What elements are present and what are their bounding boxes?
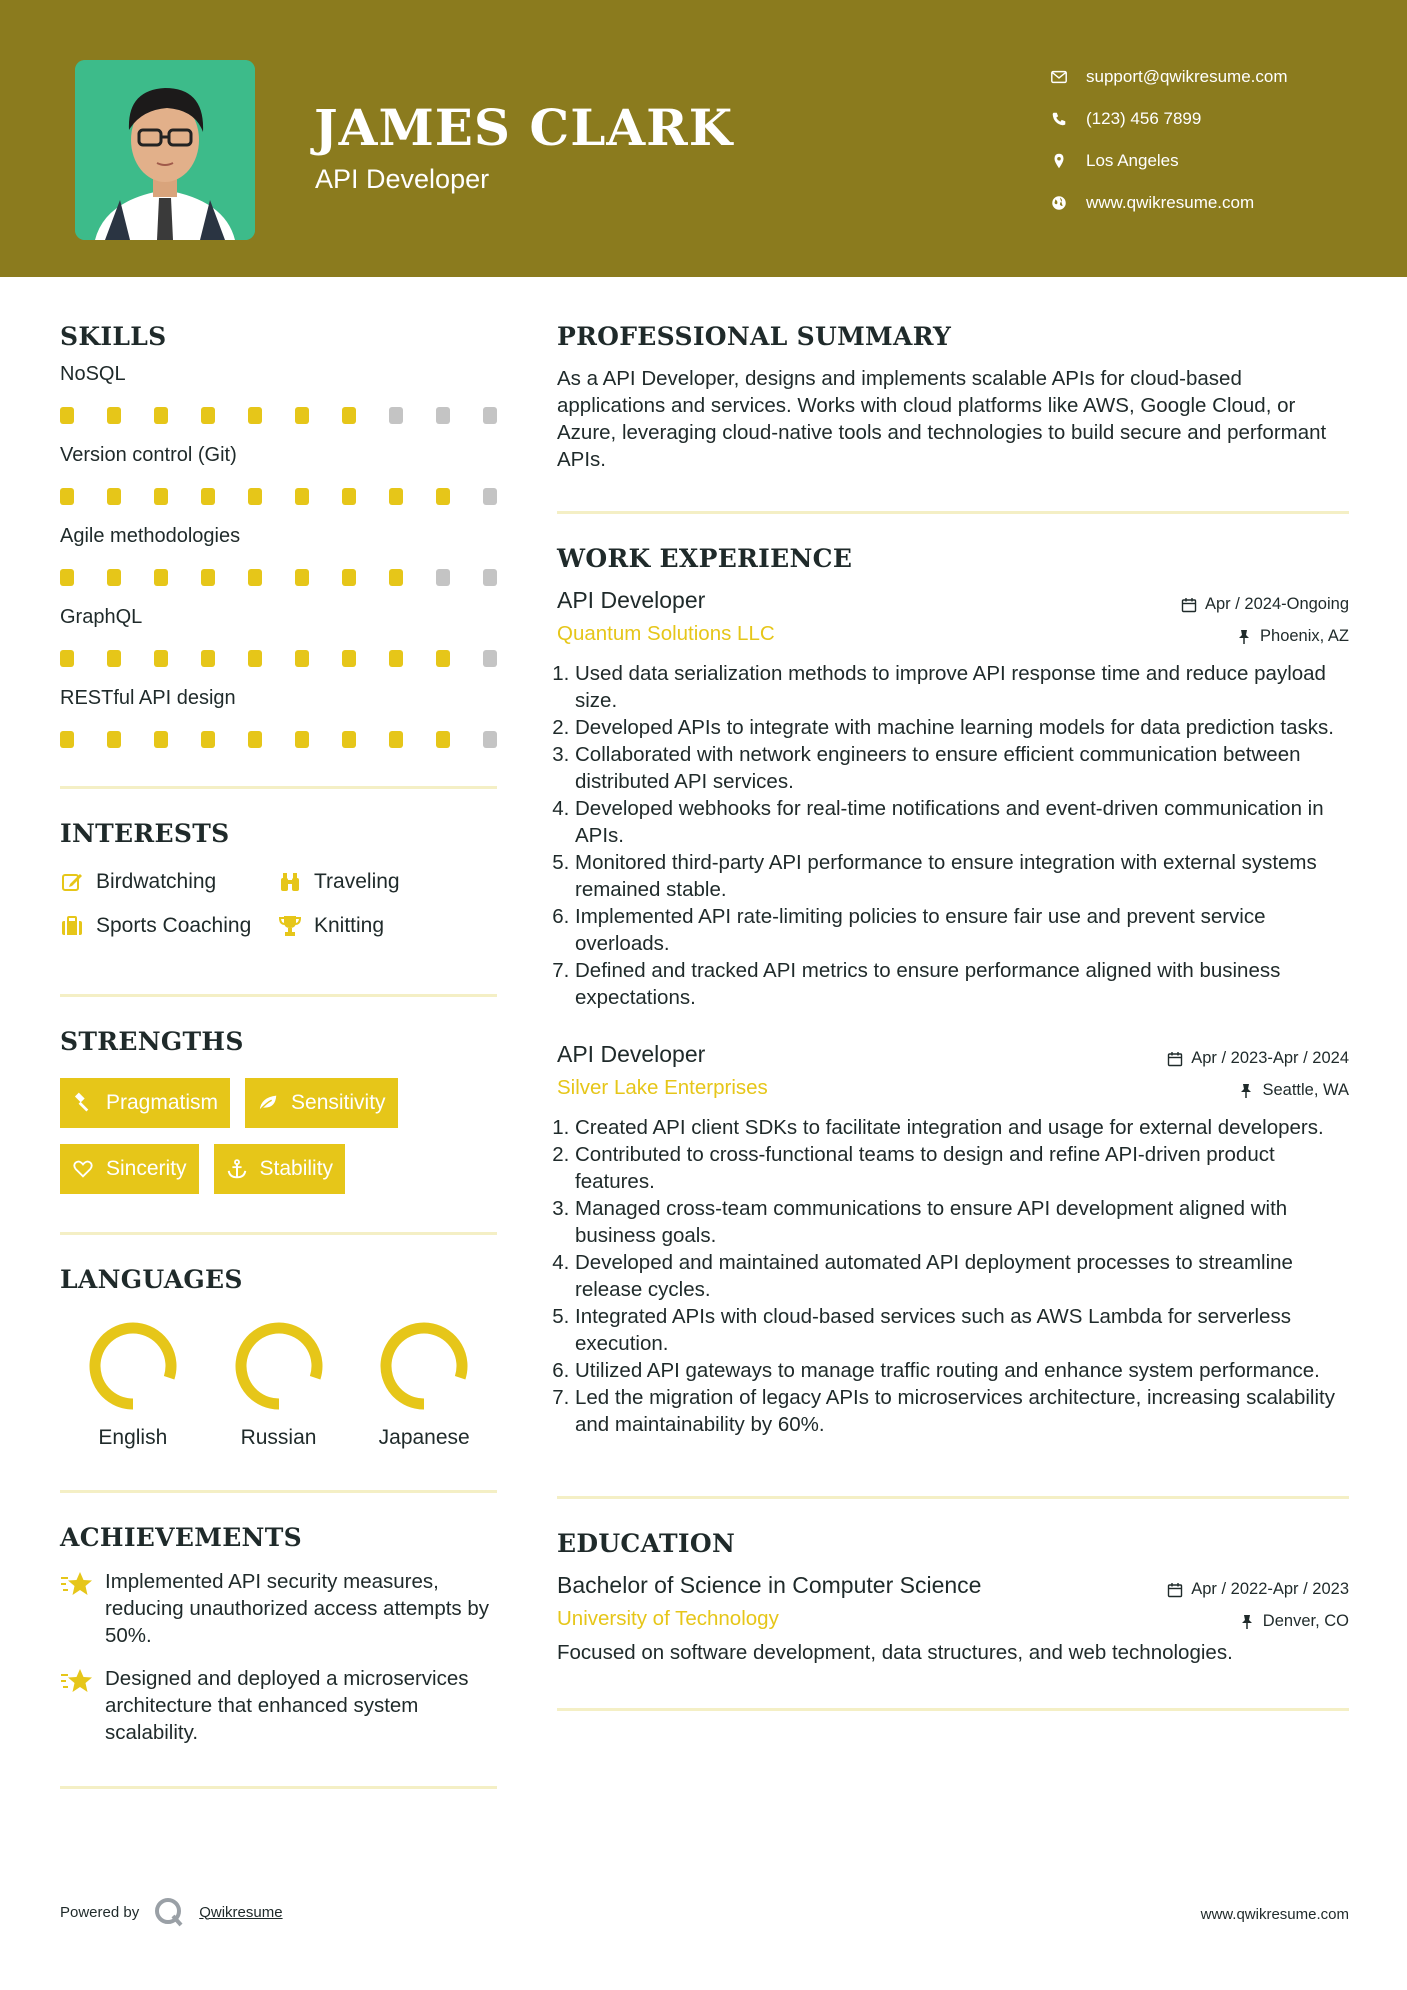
languages-title: LANGUAGES: [60, 1265, 243, 1294]
job-bullet: 6. Implemented API rate-limiting policies to ensure fair use and prevent service overloads.: [575, 903, 1349, 957]
globe-icon: [1050, 194, 1068, 212]
skill-dot-filled: [342, 569, 356, 586]
pushpin-icon: [1238, 1083, 1254, 1099]
job-bullet: 3. Managed cross-team communications to ensure API development aligned with business goals.: [575, 1195, 1349, 1249]
achievement-text: Designed and deployed a microservices architecture that enhanced system scalability.: [105, 1667, 469, 1744]
education-description: Focused on software development, data structures, and web technologies.: [557, 1641, 1233, 1664]
skill-dot-filled: [389, 569, 403, 586]
contact-location-text: Los Angeles: [1086, 151, 1179, 170]
footer-powered-by: [60, 1896, 283, 1928]
skill-dot-filled: [60, 650, 74, 667]
leaf-icon: [257, 1092, 279, 1114]
skill-dot-filled: [436, 650, 450, 667]
achievement-text: Implemented API security measures, reducing unauthorized access attempts by 50%.: [105, 1570, 490, 1647]
skill-dot-filled: [107, 731, 121, 748]
qwikresume-logo-icon: [153, 1896, 185, 1928]
job-location-text: Phoenix, AZ: [1260, 627, 1349, 645]
candidate-name: JAMES CLARK: [314, 98, 734, 157]
job-entry: [557, 1041, 1349, 1438]
calendar-icon: [1167, 1051, 1183, 1067]
skill-name: NoSQL: [60, 363, 126, 385]
language-level-ring: [85, 1318, 181, 1414]
skill-dot-empty: [389, 407, 403, 424]
language-item: [60, 1318, 206, 1450]
skill-dot-filled: [248, 650, 262, 667]
job-bullet: 4. Developed and maintained automated API deployment processes to streamline release cycles.: [575, 1249, 1349, 1303]
skill-name: Agile methodologies: [60, 525, 241, 547]
job-location: [1236, 627, 1349, 646]
interest-label: Birdwatching: [96, 870, 217, 893]
achievement-item: [60, 1665, 497, 1746]
gavel-icon: [72, 1092, 94, 1114]
skill-dot-filled: [295, 569, 309, 586]
skill-dot-filled: [295, 488, 309, 505]
skill-dot-filled: [154, 731, 168, 748]
briefcase-icon: [60, 914, 84, 938]
section-divider: [557, 1496, 1349, 1499]
skill-rating: [60, 569, 497, 586]
achievements-title: ACHIEVEMENTS: [60, 1523, 302, 1552]
skill-rating: [60, 407, 497, 424]
skill-dot-filled: [248, 569, 262, 586]
skill-dot-filled: [295, 731, 309, 748]
section-divider: [557, 511, 1349, 514]
section-divider: [60, 994, 497, 997]
language-level-ring: [376, 1318, 472, 1414]
interest-label: Sports Coaching: [96, 914, 252, 937]
interest-item: [60, 914, 278, 938]
section-divider: [60, 1490, 497, 1493]
profile-photo: [75, 60, 255, 240]
languages-list: [60, 1318, 497, 1450]
job-bullet: 7. Led the migration of legacy APIs to microservices architecture, increasing scalability and maintainability by 60%.: [575, 1384, 1349, 1438]
skill-dot-filled: [154, 650, 168, 667]
job-bullet: 2. Developed APIs to integrate with machine learning models for data prediction tasks.: [575, 714, 1349, 741]
skill-dot-filled: [60, 731, 74, 748]
skill-dot-filled: [154, 569, 168, 586]
skill-dot-empty: [436, 569, 450, 586]
skill-dot-filled: [436, 731, 450, 748]
skill-dot-filled: [201, 569, 215, 586]
skill-dot-filled: [342, 488, 356, 505]
binoculars-icon: [278, 870, 302, 894]
language-label: Russian: [240, 1426, 317, 1449]
strengths-title: STRENGTHS: [60, 1027, 244, 1056]
skill-dot-filled: [295, 650, 309, 667]
skill-item: [60, 525, 497, 586]
phone-icon: [1050, 110, 1068, 128]
skill-rating: [60, 731, 497, 748]
language-label: English: [98, 1426, 168, 1449]
job-bullet: 7. Defined and tracked API metrics to ensure performance aligned with business expectations.: [575, 957, 1349, 1011]
interest-label: Knitting: [314, 914, 385, 937]
job-dates: [1181, 595, 1349, 614]
skill-dot-filled: [60, 569, 74, 586]
location-pin-icon: [1050, 152, 1068, 170]
skills-title: SKILLS: [60, 322, 167, 351]
strengths-list: [60, 1078, 497, 1194]
skill-dot-filled: [436, 488, 450, 505]
job-dates-text: Apr / 2024-Ongoing: [1204, 595, 1349, 613]
skill-dot-filled: [107, 488, 121, 505]
interests-list: [60, 870, 497, 938]
language-item: [206, 1318, 352, 1450]
achievement-item: [60, 1568, 497, 1649]
job-title: API Developer: [557, 587, 706, 613]
skill-item: [60, 363, 497, 424]
star-icon: [60, 1570, 94, 1598]
strength-label: Pragmatism: [106, 1091, 219, 1114]
skill-dot-empty: [483, 569, 497, 586]
skill-dot-filled: [248, 488, 262, 505]
degree-name: Bachelor of Science in Computer Science: [557, 1572, 982, 1598]
right-column: [557, 322, 1349, 1711]
calendar-icon: [1181, 597, 1197, 613]
skill-rating: [60, 650, 497, 667]
heart-icon: [72, 1158, 94, 1180]
job-location-text: Seattle, WA: [1262, 1081, 1349, 1099]
interests-title: INTERESTS: [60, 819, 230, 848]
interest-item: [60, 870, 278, 894]
strength-tag: [60, 1078, 230, 1128]
language-label: Japanese: [378, 1426, 470, 1449]
skill-dot-filled: [389, 650, 403, 667]
skill-dot-filled: [295, 407, 309, 424]
trophy-icon: [278, 914, 302, 938]
strength-tag: [60, 1144, 199, 1194]
skill-item: [60, 606, 497, 667]
skill-name: GraphQL: [60, 606, 143, 628]
brand-link[interactable]: Qwikresume: [199, 1903, 283, 1921]
job-bullets: [557, 1114, 1349, 1438]
skill-item: [60, 444, 497, 505]
summary-title: PROFESSIONAL SUMMARY: [557, 322, 952, 351]
interest-label: Traveling: [314, 870, 400, 893]
experience-title: WORK EXPERIENCE: [557, 544, 853, 573]
skill-dot-filled: [248, 731, 262, 748]
contact-phone[interactable]: [1050, 98, 1288, 140]
anchor-icon: [226, 1158, 248, 1180]
skill-dot-empty: [483, 488, 497, 505]
job-dates: [1167, 1049, 1349, 1068]
job-bullet: 1. Created API client SDKs to facilitate integration and usage for external developers.: [575, 1114, 1349, 1141]
company-name: Quantum Solutions LLC: [557, 622, 775, 645]
strength-label: Sensitivity: [291, 1091, 386, 1114]
section-divider: [60, 1232, 497, 1235]
skill-dot-filled: [107, 407, 121, 424]
job-bullet: 5. Monitored third-party API performance to ensure integration with external systems remained stable.: [575, 849, 1349, 903]
language-level-ring: [231, 1318, 327, 1414]
strength-label: Sincerity: [106, 1157, 187, 1180]
skill-dot-filled: [342, 650, 356, 667]
skill-dot-empty: [436, 407, 450, 424]
skill-item: [60, 687, 497, 748]
skill-dot-filled: [201, 650, 215, 667]
job-bullet: 3. Collaborated with network engineers to ensure efficient communication between distributed API services.: [575, 741, 1349, 795]
skill-dot-filled: [107, 650, 121, 667]
candidate-role: API Developer: [315, 164, 490, 194]
skill-dot-empty: [483, 650, 497, 667]
strengths-section: [60, 1027, 497, 1194]
skill-dot-filled: [342, 731, 356, 748]
contact-website[interactable]: [1050, 182, 1288, 224]
education-section: [557, 1529, 1349, 1666]
job-bullet: 6. Utilized API gateways to manage traffic routing and enhance system performance.: [575, 1357, 1349, 1384]
section-divider: [557, 1708, 1349, 1711]
skill-name: Version control (Git): [60, 444, 237, 466]
job-bullets: [557, 660, 1349, 1011]
achievements-section: [60, 1523, 497, 1746]
calendar-icon: [1167, 1582, 1183, 1598]
education-dates-text: Apr / 2022-Apr / 2023: [1191, 1580, 1349, 1598]
powered-by-label: Powered by: [60, 1903, 140, 1921]
interest-item: [278, 870, 497, 894]
skill-dot-filled: [60, 488, 74, 505]
summary-section: [557, 322, 1349, 473]
contact-phone-text: (123) 456 7899: [1086, 109, 1202, 128]
contact-email-text: support@qwikresume.com: [1086, 67, 1288, 86]
job-bullet: 4. Developed webhooks for real-time notifications and event-driven communication in APIs.: [575, 795, 1349, 849]
language-item: [351, 1318, 497, 1450]
skills-list: [60, 363, 497, 748]
pushpin-icon: [1239, 1614, 1255, 1630]
school-name: University of Technology: [557, 1607, 779, 1630]
interests-section: [60, 819, 497, 938]
summary-text: As a API Developer, designs and implements scalable APIs for cloud-based applications and services. Works with cloud platforms like AWS, Google Cloud, or Azure, leveraging cloud-native tools and technologies to build secure and performant APIs.: [557, 367, 1327, 471]
job-bullet: 1. Used data serialization methods to improve API response time and reduce payload size.: [575, 660, 1349, 714]
resume-header: [0, 0, 1407, 277]
section-divider: [60, 786, 497, 789]
skill-dot-filled: [389, 731, 403, 748]
contact-email[interactable]: [1050, 56, 1288, 98]
education-dates: [1167, 1580, 1349, 1599]
skill-dot-empty: [483, 731, 497, 748]
skill-dot-filled: [154, 407, 168, 424]
education-location: [1239, 1612, 1349, 1631]
pushpin-icon: [1236, 629, 1252, 645]
contact-list: [1050, 56, 1288, 224]
pencil-icon: [60, 870, 84, 894]
experience-section: [557, 544, 1349, 1438]
job-bullet: 5. Integrated APIs with cloud-based services such as AWS Lambda for serverless execution.: [575, 1303, 1349, 1357]
skill-dot-filled: [248, 407, 262, 424]
skill-dot-empty: [483, 407, 497, 424]
skill-rating: [60, 488, 497, 505]
skills-section: [60, 322, 497, 748]
skill-dot-filled: [107, 569, 121, 586]
skill-name: RESTful API design: [60, 687, 236, 709]
skill-dot-filled: [389, 488, 403, 505]
job-location: [1238, 1081, 1349, 1100]
skill-dot-filled: [342, 407, 356, 424]
languages-section: [60, 1265, 497, 1450]
contact-location: [1050, 140, 1288, 182]
strength-tag: [214, 1144, 346, 1194]
footer-website[interactable]: www.qwikresume.com: [1200, 1906, 1349, 1923]
strength-label: Stability: [259, 1157, 334, 1180]
strength-tag: [245, 1078, 398, 1128]
skill-dot-filled: [201, 488, 215, 505]
left-column: [60, 322, 497, 1789]
interest-item: [278, 914, 497, 938]
section-divider: [60, 1786, 497, 1789]
star-icon: [60, 1667, 94, 1695]
education-location-text: Denver, CO: [1262, 1612, 1349, 1630]
job-entry: [557, 587, 1349, 1011]
education-title: EDUCATION: [557, 1529, 736, 1558]
skill-dot-filled: [154, 488, 168, 505]
skill-dot-filled: [201, 407, 215, 424]
job-bullet: 2. Contributed to cross-functional teams to design and refine API-driven product features.: [575, 1141, 1349, 1195]
job-dates-text: Apr / 2023-Apr / 2024: [1191, 1049, 1349, 1067]
skill-dot-filled: [60, 407, 74, 424]
skill-dot-filled: [201, 731, 215, 748]
envelope-icon: [1050, 68, 1068, 86]
company-name: Silver Lake Enterprises: [557, 1076, 768, 1099]
job-title: API Developer: [557, 1041, 706, 1067]
contact-website-text: www.qwikresume.com: [1086, 193, 1255, 212]
